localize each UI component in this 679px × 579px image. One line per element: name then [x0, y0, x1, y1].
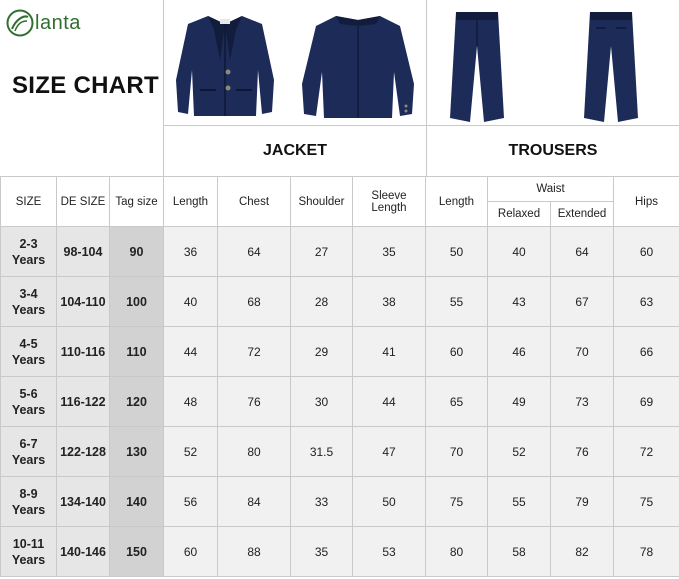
table-row [1, 477, 679, 527]
header-shoulder: Shoulder [291, 177, 353, 227]
jacket-length-cell: 52 [164, 427, 218, 477]
size-cell [1, 277, 57, 327]
size-range: 6-7 [19, 436, 38, 451]
waist-relaxed-cell: 46 [488, 327, 551, 377]
waist-relaxed-cell: 40 [488, 227, 551, 277]
trousers-length-cell: 75 [426, 477, 488, 527]
size-unit: Years [11, 452, 46, 467]
size-range: 5-6 [19, 386, 38, 401]
waist-relaxed-cell: 55 [488, 477, 551, 527]
jacket-section-title: JACKET [262, 142, 327, 159]
trousers-front-image [446, 10, 508, 124]
de-size-cell: 122-128 [57, 427, 110, 477]
size-range: 10-11 [12, 536, 45, 551]
table-row [1, 227, 679, 277]
sleeve-length-cell: 50 [353, 477, 426, 527]
tag-size-cell: 110 [110, 327, 164, 377]
chest-cell: 88 [218, 527, 291, 577]
sleeve-length-cell: 41 [353, 327, 426, 377]
size-unit: Years [11, 252, 46, 267]
header-waist-relaxed: Relaxed [488, 202, 551, 227]
shoulder-cell: 31.5 [291, 427, 353, 477]
header-divider-horizontal [163, 125, 679, 126]
header-tag-size: Tag size [110, 177, 164, 227]
shoulder-cell: 33 [291, 477, 353, 527]
jacket-length-cell: 40 [164, 277, 218, 327]
waist-extended-cell: 64 [551, 227, 614, 277]
table-row [1, 427, 679, 477]
hips-cell: 72 [614, 427, 679, 477]
header-sleeve-length-line1: Sleeve [371, 189, 407, 202]
brand-logo-mark-icon [6, 9, 34, 37]
waist-extended-cell: 67 [551, 277, 614, 327]
table-row [1, 277, 679, 327]
size-range: 4-5 [19, 336, 38, 351]
header-hips: Hips [614, 177, 679, 227]
waist-extended-cell: 76 [551, 427, 614, 477]
jacket-back-image [296, 12, 420, 122]
de-size-cell: 140-146 [57, 527, 110, 577]
sleeve-length-cell: 38 [353, 277, 426, 327]
size-unit: Years [11, 402, 46, 417]
de-size-cell: 98-104 [57, 227, 110, 277]
size-unit: Years [11, 552, 46, 567]
header-waist-extended: Extended [551, 202, 614, 227]
sleeve-length-cell: 35 [353, 227, 426, 277]
size-unit: Years [11, 302, 46, 317]
tag-size-cell: 120 [110, 377, 164, 427]
hips-cell: 75 [614, 477, 679, 527]
table-row [1, 327, 679, 377]
size-cell [1, 427, 57, 477]
trousers-length-cell: 55 [426, 277, 488, 327]
de-size-cell: 104-110 [57, 277, 110, 327]
size-cell [1, 527, 57, 577]
hips-cell: 78 [614, 527, 679, 577]
size-range: 2-3 [19, 236, 38, 251]
chest-cell: 64 [218, 227, 291, 277]
chest-cell: 72 [218, 327, 291, 377]
trousers-length-cell: 60 [426, 327, 488, 377]
brand-name: lanta [35, 11, 81, 34]
size-range: 3-4 [19, 286, 38, 301]
hips-cell: 63 [614, 277, 679, 327]
waist-extended-cell: 70 [551, 327, 614, 377]
sleeve-length-cell: 47 [353, 427, 426, 477]
page-title: SIZE CHART [12, 72, 159, 99]
waist-extended-cell: 82 [551, 527, 614, 577]
hips-cell: 66 [614, 327, 679, 377]
size-unit: Years [11, 502, 46, 517]
header-de-size: DE SIZE [57, 177, 110, 227]
table-row [1, 527, 679, 577]
waist-relaxed-cell: 52 [488, 427, 551, 477]
tag-size-cell: 130 [110, 427, 164, 477]
de-size-cell: 116-122 [57, 377, 110, 427]
jacket-front-image [170, 10, 280, 122]
sleeve-length-cell: 53 [353, 527, 426, 577]
jacket-length-cell: 60 [164, 527, 218, 577]
waist-relaxed-cell: 43 [488, 277, 551, 327]
header-sleeve-length [353, 177, 426, 227]
waist-extended-cell: 79 [551, 477, 614, 527]
brand-logo [6, 8, 116, 38]
size-cell [1, 327, 57, 377]
jacket-length-cell: 36 [164, 227, 218, 277]
shoulder-cell: 28 [291, 277, 353, 327]
header-trousers-length: Length [426, 177, 488, 227]
chest-cell: 76 [218, 377, 291, 427]
header-jacket-length: Length [164, 177, 218, 227]
chest-cell: 84 [218, 477, 291, 527]
waist-relaxed-cell: 58 [488, 527, 551, 577]
jacket-length-cell: 56 [164, 477, 218, 527]
header-size: SIZE [1, 177, 57, 227]
trousers-length-cell: 50 [426, 227, 488, 277]
trousers-length-cell: 80 [426, 527, 488, 577]
shoulder-cell: 35 [291, 527, 353, 577]
size-cell [1, 477, 57, 527]
tag-size-cell: 150 [110, 527, 164, 577]
hips-cell: 69 [614, 377, 679, 427]
jacket-length-cell: 48 [164, 377, 218, 427]
shoulder-cell: 30 [291, 377, 353, 427]
de-size-cell: 134-140 [57, 477, 110, 527]
table-row [1, 377, 679, 427]
shoulder-cell: 27 [291, 227, 353, 277]
sleeve-length-cell: 44 [353, 377, 426, 427]
trousers-length-cell: 70 [426, 427, 488, 477]
trousers-back-image [580, 10, 642, 124]
header-chest: Chest [218, 177, 291, 227]
hips-cell: 60 [614, 227, 679, 277]
header-sleeve-length-line2: Length [371, 201, 407, 214]
waist-relaxed-cell: 49 [488, 377, 551, 427]
de-size-cell: 110-116 [57, 327, 110, 377]
size-range: 8-9 [19, 486, 38, 501]
tag-size-cell: 90 [110, 227, 164, 277]
chest-cell: 80 [218, 427, 291, 477]
shoulder-cell: 29 [291, 327, 353, 377]
waist-extended-cell: 73 [551, 377, 614, 427]
size-cell [1, 377, 57, 427]
chest-cell: 68 [218, 277, 291, 327]
size-unit: Years [11, 352, 46, 367]
size-table [0, 176, 679, 577]
size-cell [1, 227, 57, 277]
jacket-length-cell: 44 [164, 327, 218, 377]
header-waist: Waist [488, 177, 614, 202]
tag-size-cell: 140 [110, 477, 164, 527]
trousers-length-cell: 65 [426, 377, 488, 427]
trousers-section-title: TROUSERS [508, 142, 598, 159]
tag-size-cell: 100 [110, 277, 164, 327]
